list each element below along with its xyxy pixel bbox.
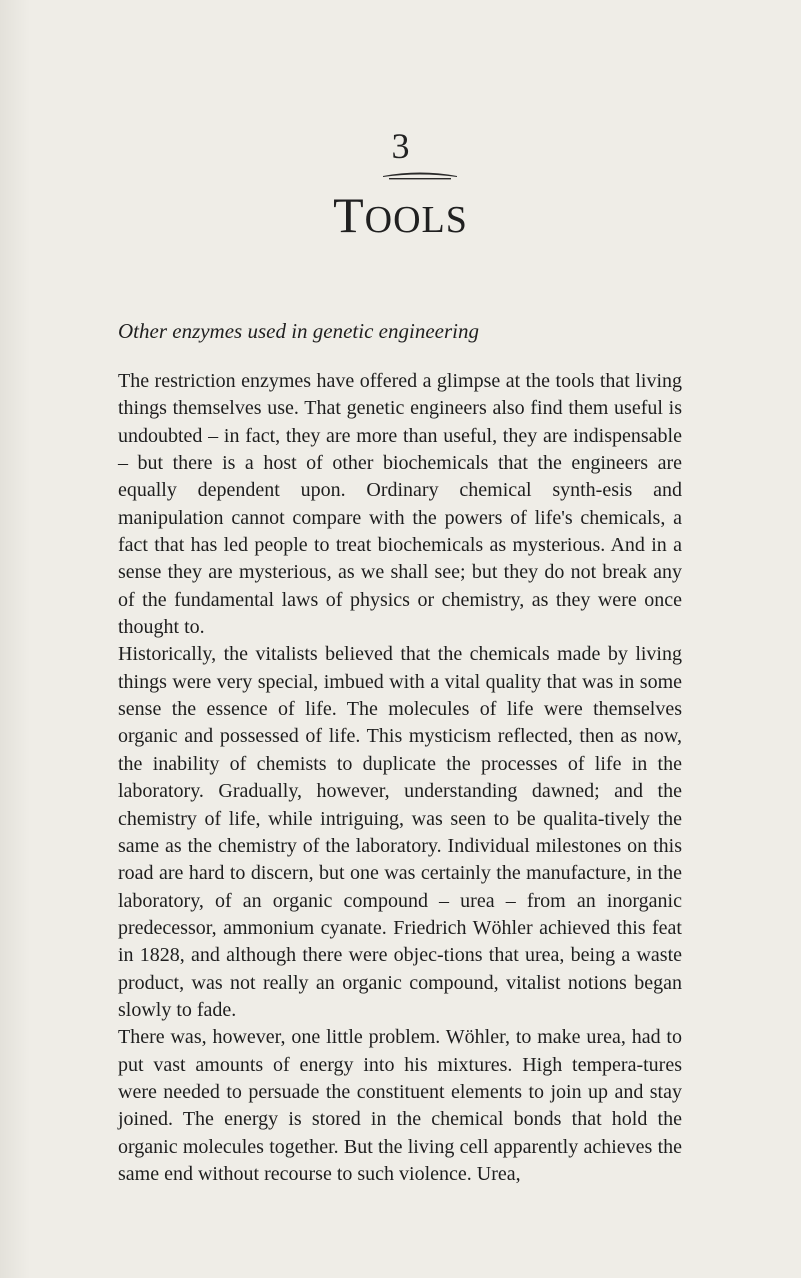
section-heading: Other enzymes used in genetic engineering [118, 319, 479, 343]
paragraph-2: Historically, the vitalists believed that the chemicals made by living things were very special, imbued with a vital quality that was in some sense the essence of life. The molecules of life were themselves organic and possessed of life. This mysticism reflected, then as now, the inability of chemists to duplicate the processes of life in the laboratory. Gradually, however, understanding dawned; and the chemistry of life, while intriguing, was seen to be qualita-tively the same as the chemistry of the laboratory. Individual milestones on this road are hard to discern, but one was certainly the manufacture, in the laboratory, of an organic compound – urea – from an inorganic predecessor, ammonium cyanate. Friedrich Wöhler achieved this feat in 1828, and although there were objec-tions that urea, being a waste product, was not really an organic compound, vitalist notions began slowly to fade. [118, 643, 682, 1021]
body-text [118, 368, 682, 1188]
chapter-title [0, 186, 801, 249]
chapter-ornament [381, 170, 459, 180]
chapter-title-rest: OOLS [364, 199, 468, 241]
paragraph-3: There was, however, one little problem. Wöhler, to make urea, had to put vast amounts of energy into his mixtures. High tempera-tures were needed to persuade the constituent elements to join up and stay joined. The energy is stored in the chemical bonds that hold the organic molecules together. But the living cell apparently achieves the same end without recourse to such violence. Urea, [118, 1026, 682, 1185]
chapter-number: 3 [391, 126, 410, 166]
chapter-title-initial: T [333, 187, 365, 243]
paragraph-1: The restriction enzymes have offered a glimpse at the tools that living things themselves use. That genetic engineers also find them useful is undoubted – in fact, they are more than useful, they are indispensable – but there is a host of other biochemicals that the engineers are equally dependent upon. Ordinary chemical synth-esis and manipulation cannot compare with the powers of life's chemicals, a fact that has led people to treat biochemicals as mysterious. And in a sense they are mysterious, as we shall see; but they do not break any of the fundamental laws of physics or chemistry, as they were once thought to. [118, 370, 682, 639]
